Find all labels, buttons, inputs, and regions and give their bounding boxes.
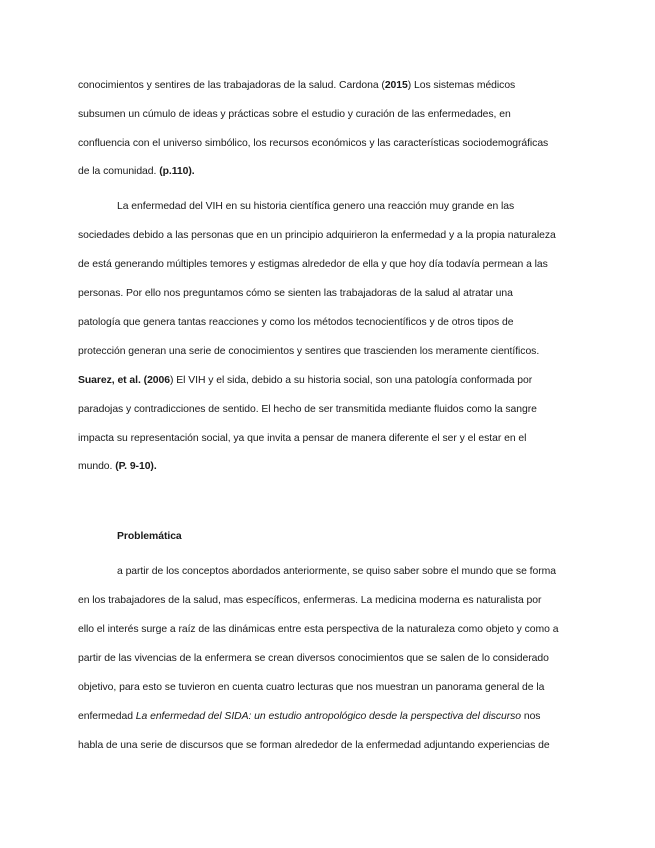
paragraph-2-line-9: impacta su representación social, ya que invita a pensar de manera diferente el ser y el estar en el xyxy=(78,433,527,444)
paragraph-2-line-7 xyxy=(78,375,532,387)
paragraph-1-line-3: confluencia con el universo simbólico, los recursos económicos y las características sociodemográficas xyxy=(78,138,549,149)
paragraph-2-line-5: patología que genera tantas reacciones y como los métodos tecnocientíficos y de otros tipos de xyxy=(78,317,514,328)
text-run: enfermedad xyxy=(78,711,136,722)
paragraph-2-line-8: paradojas y contradicciones de sentido. El hecho de ser transmitida mediante fluidos como la sangre xyxy=(78,404,537,415)
text-run: ) Los sistemas médicos xyxy=(407,80,516,91)
paragraph-3-line-6 xyxy=(78,711,540,723)
paragraph-2-line-3: de está generando múltiples temores y estigmas alrededor de ella y que hoy día todavía permean a las xyxy=(78,259,548,270)
paragraph-2-line-6: protección generan una serie de conocimientos y sentires que trascienden los meramente científicos. xyxy=(78,346,540,357)
paragraph-3-line-3: ello el interés surge a raíz de las dinámicas entre esta perspectiva de la naturaleza como objeto y como a xyxy=(78,624,559,635)
text-run: ) El VIH y el sida, debido a su historia social, son una patología conformada por xyxy=(170,375,533,386)
text-run: de la comunidad. xyxy=(78,166,160,177)
work-title: La enfermedad del SIDA: un estudio antropológico desde la perspectiva del discurso xyxy=(135,711,522,722)
paragraph-1-line-2: subsumen un cúmulo de ideas y prácticas sobre el estudio y curación de las enfermedades, en xyxy=(78,109,511,120)
paragraph-3-line-7: habla de una serie de discursos que se forman alrededor de la enfermedad adjuntando experiencias de xyxy=(78,740,550,751)
text-run: conocimientos y sentires de las trabajadoras de la salud. Cardona ( xyxy=(78,80,385,91)
paragraph-3-line-4: partir de las vivencias de la enfermera se crean diversos conocimientos que se salen de lo considerado xyxy=(78,653,549,664)
text-run: mundo. xyxy=(78,461,116,472)
section-heading: Problemática xyxy=(117,531,182,542)
paragraph-2-line-4: personas. Por ello nos preguntamos cómo se sienten las trabajadoras de la salud al atratar una xyxy=(78,288,513,299)
paragraph-2-line-1: La enfermedad del VIH en su historia científica genero una reacción muy grande en las xyxy=(117,201,515,212)
paragraph-1-line-4 xyxy=(78,166,195,178)
text-run: nos xyxy=(521,711,541,722)
paragraph-2-line-2: sociedades debido a las personas que en un principio adquirieron la enfermedad y a la propia naturaleza xyxy=(78,230,556,241)
citation-author: Suarez, et al. (2006 xyxy=(78,375,170,386)
paragraph-1-line-1 xyxy=(78,80,515,92)
citation-year: 2015 xyxy=(384,80,408,91)
citation-page: (p.110). xyxy=(159,166,195,177)
paragraph-3-line-2: en los trabajadores de la salud, mas específicos, enfermeras. La medicina moderna es naturalista por xyxy=(78,595,542,606)
paragraph-2-line-10 xyxy=(78,461,157,473)
citation-page: (P. 9-10). xyxy=(115,461,157,472)
paragraph-3-line-5: objetivo, para esto se tuvieron en cuenta cuatro lecturas que nos muestran un panorama general de la xyxy=(78,682,545,693)
paragraph-3-line-1: a partir de los conceptos abordados anteriormente, se quiso saber sobre el mundo que se forma xyxy=(117,566,556,577)
